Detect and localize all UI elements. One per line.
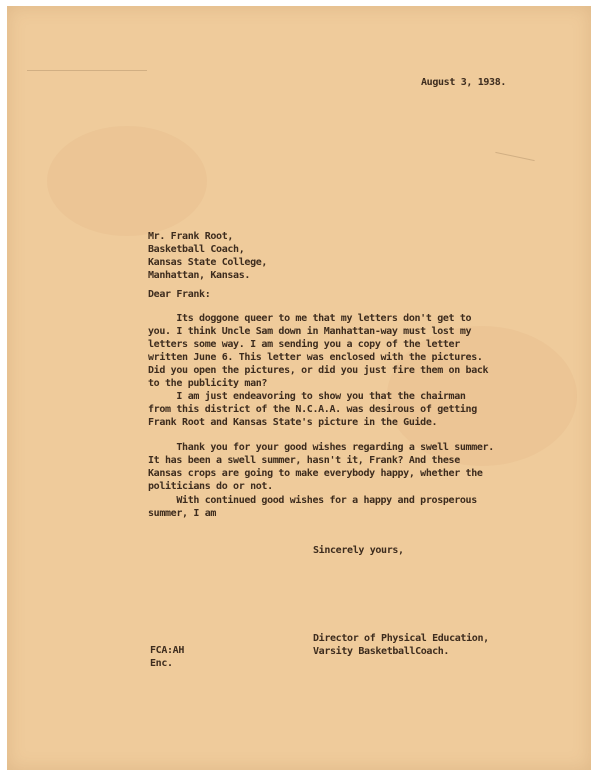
body-line: summer, I am	[148, 508, 217, 519]
body-line: It has been a swell summer, hasn't it, Frank? And these	[148, 455, 460, 466]
letter-date: August 3, 1938.	[421, 77, 507, 88]
body-line: from this district of the N.C.A.A. was desirous of getting	[148, 404, 477, 415]
letter-page	[7, 6, 591, 770]
salutation: Dear Frank:	[148, 289, 211, 300]
body-paragraph-4	[148, 494, 477, 520]
body-line: I am just endeavoring to show you that the chairman	[148, 391, 466, 402]
recipient-address	[148, 230, 267, 282]
initials-line: FCA:AH	[150, 645, 185, 656]
reference-initials	[150, 644, 184, 670]
body-line: Did you open the pictures, or did you just fire them on back	[148, 365, 489, 376]
paper-stain	[47, 126, 207, 236]
body-line: Its doggone queer to me that my letters don't get to	[148, 313, 472, 324]
body-line: written June 6. This letter was enclosed with the pictures.	[148, 352, 483, 363]
closing: Sincerely yours,	[313, 545, 404, 556]
body-line: politicians do or not.	[148, 481, 273, 492]
recipient-line: Basketball Coach,	[148, 244, 245, 255]
body-line: Kansas crops are going to make everybody happy, whether the	[148, 468, 483, 479]
paper-mark	[495, 152, 534, 161]
body-line: With continued good wishes for a happy and prosperous	[148, 495, 477, 506]
body-line: Frank Root and Kansas State's picture in the Guide.	[148, 417, 438, 428]
body-paragraph-2	[148, 390, 477, 429]
enclosure-line: Enc.	[150, 658, 173, 669]
body-line: Thank you for your good wishes regarding a swell summer.	[148, 442, 494, 453]
body-paragraph-1	[148, 312, 488, 390]
signature-line: Varsity BasketballCoach.	[313, 646, 450, 657]
recipient-line: Manhattan, Kansas.	[148, 270, 251, 281]
body-line: letters some way. I am sending you a copy of the letter	[148, 339, 460, 350]
body-line: to the publicity man?	[148, 378, 268, 389]
recipient-line: Mr. Frank Root,	[148, 231, 234, 242]
recipient-line: Kansas State College,	[148, 257, 268, 268]
paper-mark	[27, 70, 147, 71]
signature-line: Director of Physical Education,	[313, 633, 489, 644]
body-line: you. I think Uncle Sam down in Manhattan-way must lost my	[148, 326, 472, 337]
body-paragraph-3	[148, 441, 494, 493]
signature-block	[313, 632, 489, 658]
